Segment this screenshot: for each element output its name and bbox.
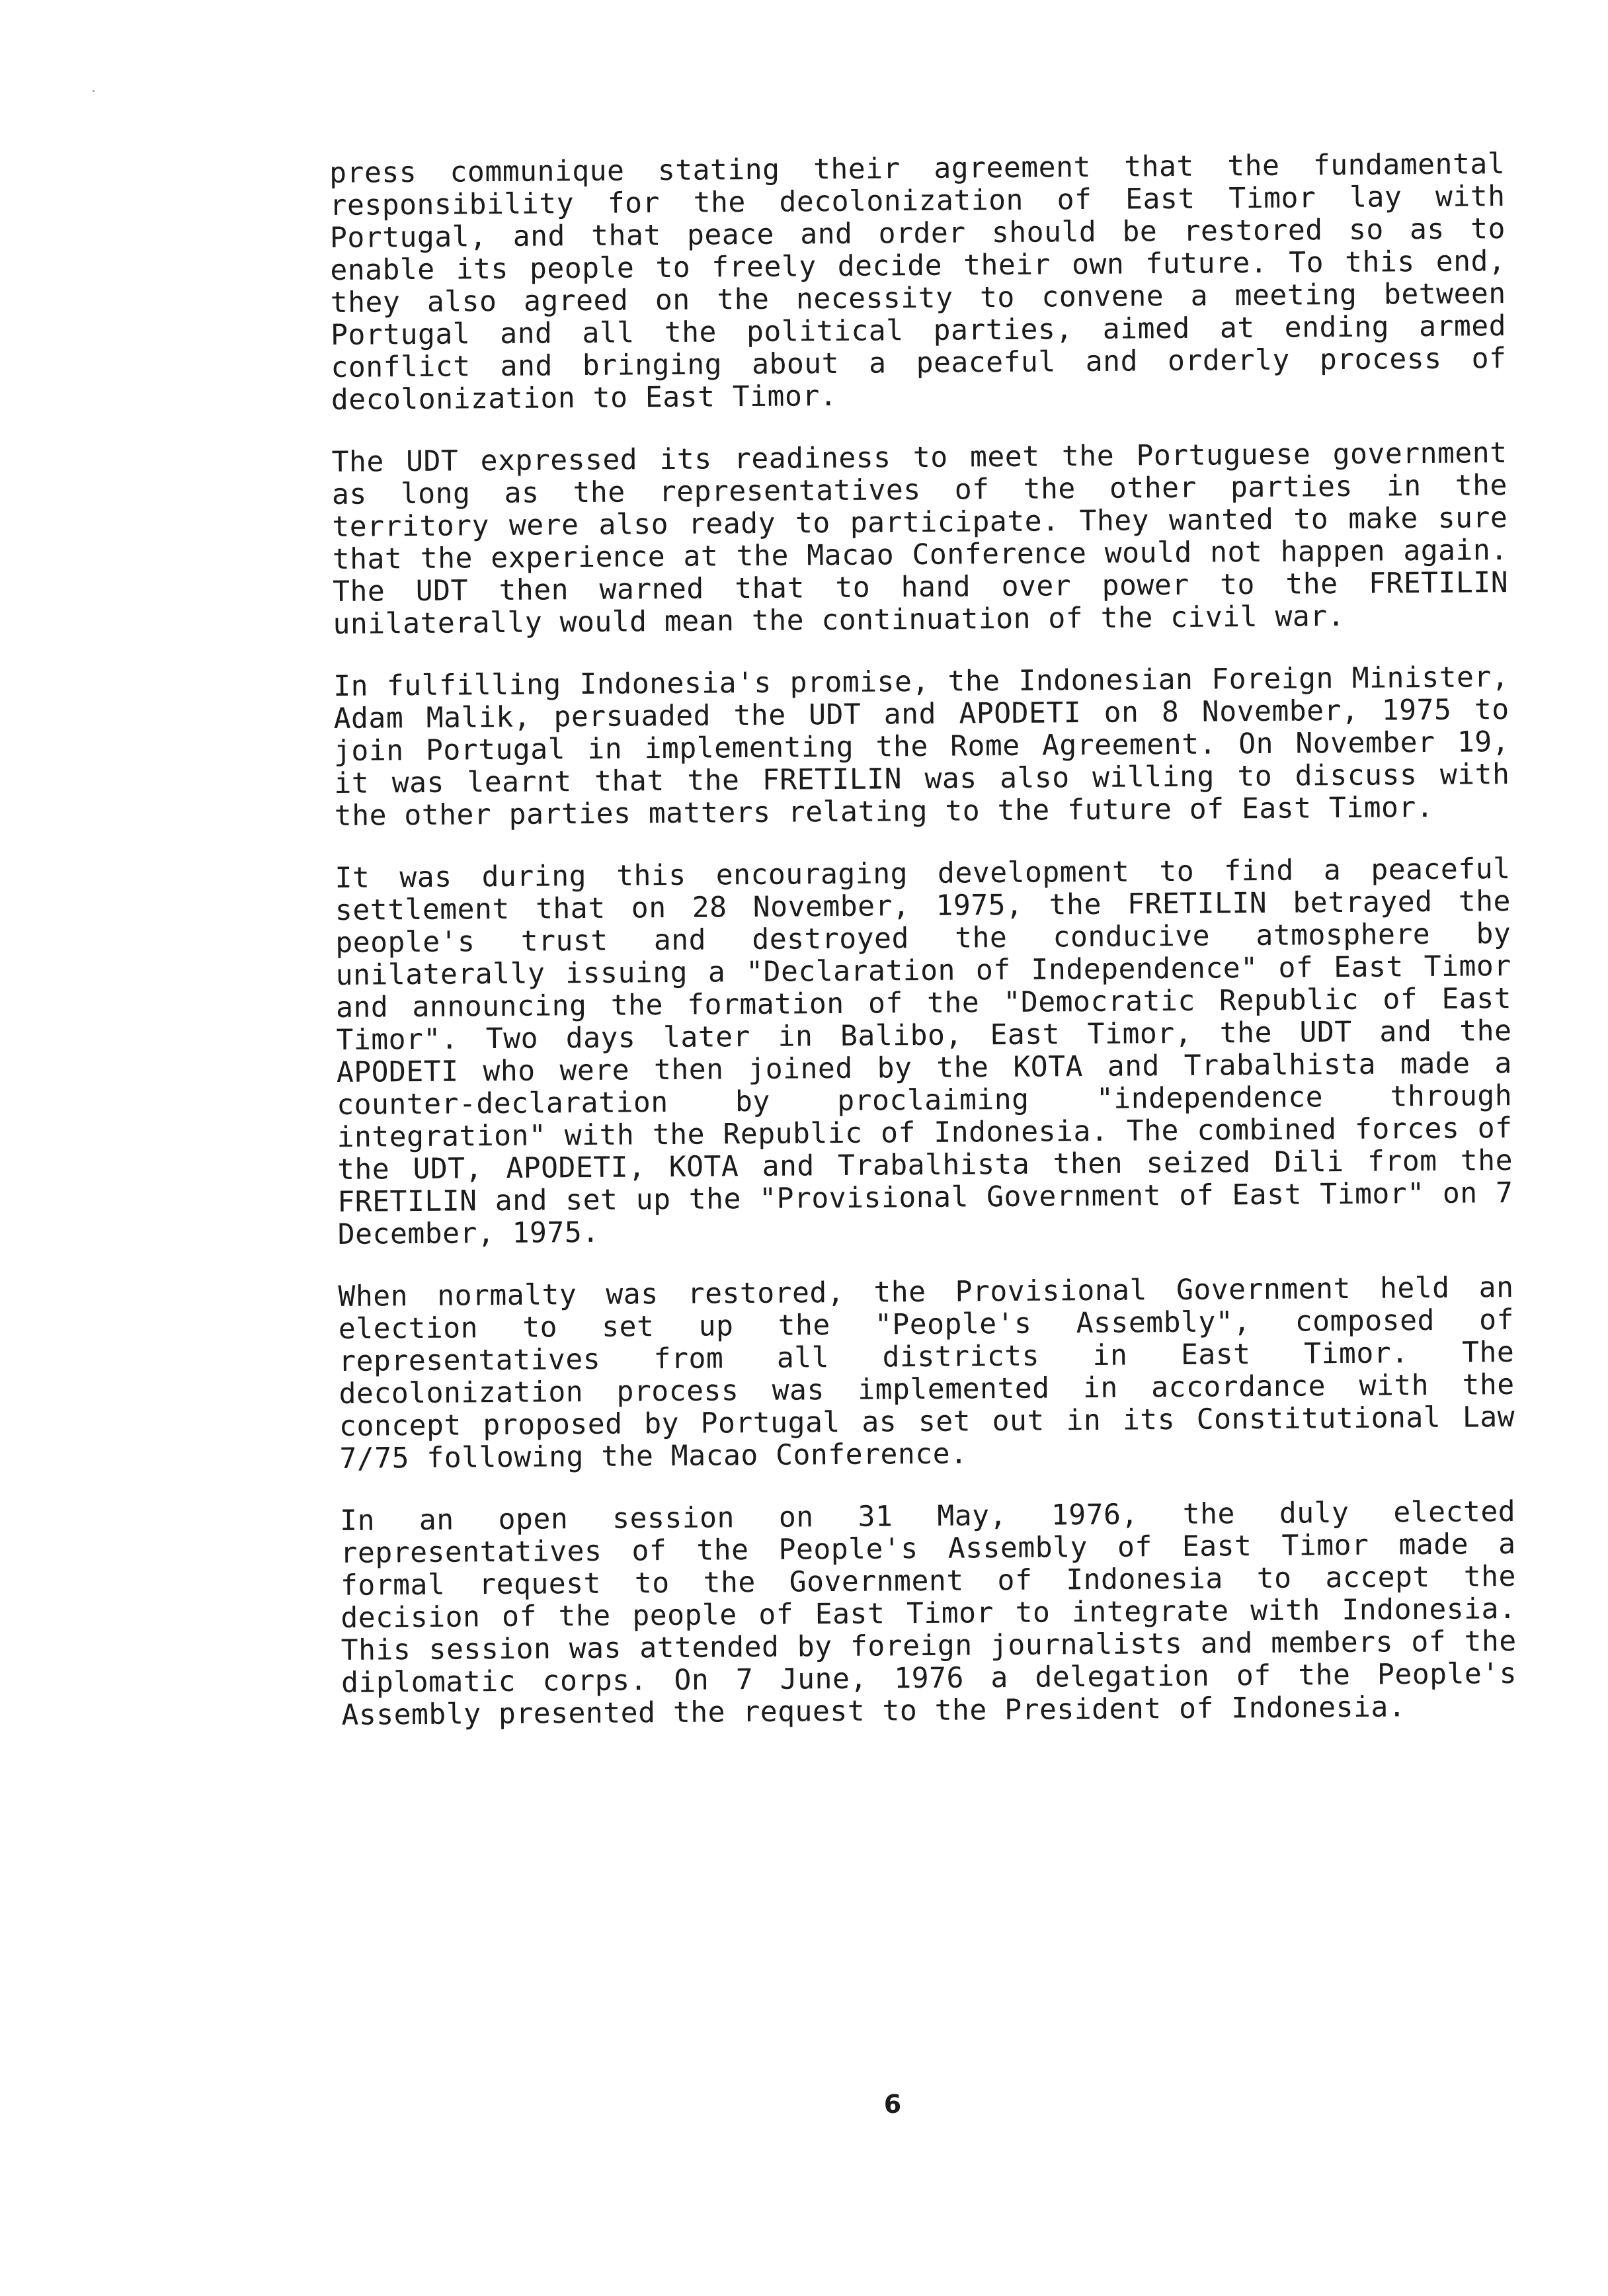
paragraph-5: When normalty was restored, the Provisional Government held an election to set up the "People's Assembly", composed of representatives from all districts in East Timor. The decolonization process was implemented in accordance with the concept proposed by Portugal as set out in its Constitutional Law 7/75 following the Macao Conference. [338,1270,1515,1475]
paragraph-2: The UDT expressed its readiness to meet the Portuguese government as long as the representatives of the other parties in the territory were also ready to participate. They wanted to make sure that the experience at the Macao Conference would not happen again. The UDT then warned that to hand over power to the FRETILIN unilaterally would mean the continuation of the civil war. [331,436,1509,641]
scan-speck [93,90,95,92]
body-text [329,148,1517,1762]
page-number: 6 [883,2090,902,2119]
paragraph-4: It was during this encouraging development to find a peaceful settlement that on 28 November, 1975, the FRETILIN betrayed the people's trust and destroyed the conducive atmosphere by unilaterally issuing a "Declaration of Independence" of East Timor and announcing the formation of the "Democratic Republic of East Timor". Two days later in Balibo, East Timor, the UDT and the APODETI who were then joined by the KOTA and Trabalhista made a counter-declaration by proclaiming "independence through integration" with the Republic of Indonesia. The combined forces of the UDT, APODETI, KOTA and Trabalhista then seized Dili from the FRETILIN and set up the "Provisional Government of East Timor" on 7 December, 1975. [335,852,1513,1251]
paragraph-3: In fulfilling Indonesia's promise, the Indonesian Foreign Minister, Adam Malik, persuaded the UDT and APODETI on 8 November, 1975 to join Portugal in implementing the Rome Agreement. On November 19, it was learnt that the FRETILIN was also willing to discuss with the other parties matters relating to the future of East Timor. [333,661,1510,833]
paragraph-6: In an open session on 31 May, 1976, the duly elected representatives of the People's Assembly of East Timor made a formal request to the Government of Indonesia to accept the decision of the people of East Timor to integrate with Indonesia. This session was attended by foreign journalists and members of the diplomatic corps. On 7 June, 1976 a delegation of the People's Assembly presented the request to the President of Indonesia. [339,1495,1517,1732]
paragraph-1: press communique stating their agreement that the fundamental responsibility for the decolonization of East Timor lay with Portugal, and that peace and order should be restored so as to enable its people to freely decide their own future. To this end, they also agreed on the necessity to convene a meeting between Portugal and all the political parties, aimed at ending armed conflict and bringing about a peaceful and orderly process of decolonization to East Timor. [329,147,1507,417]
